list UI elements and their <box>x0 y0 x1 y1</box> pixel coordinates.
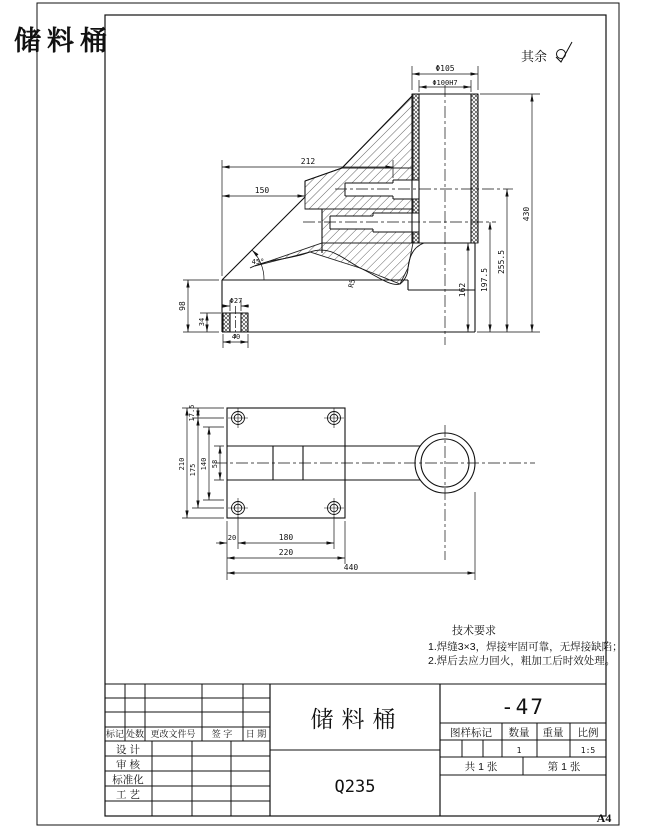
role-standard: 标准化 <box>112 774 144 786</box>
part-name: 储料桶 <box>310 706 404 732</box>
dim-r5: R5 <box>347 278 358 289</box>
sheet-total: 共 1 张 <box>464 761 498 773</box>
surface-note-label: 其余 <box>521 49 548 64</box>
dim-197-5: 197.5 <box>480 267 489 293</box>
role-design: 设 计 <box>116 744 140 756</box>
rev-header-doc: 更改文件号 <box>150 729 196 739</box>
tech-requirement-line-1: 1.焊缝3×3，焊接牢固可靠，无焊接缺陷； <box>428 641 623 653</box>
dim-180: 180 <box>278 533 294 542</box>
rev-header-count: 处数 <box>125 729 145 739</box>
drawing-number: -47 <box>501 695 545 719</box>
dim-phi100h7: Φ100H7 <box>432 79 458 87</box>
dim-430: 430 <box>522 206 531 222</box>
dim-20: 20 <box>227 534 237 542</box>
dim-212: 212 <box>300 157 316 166</box>
role-process: 工 艺 <box>116 789 140 801</box>
dim-40: 40 <box>231 333 241 341</box>
col-weight-header: 重量 <box>542 727 564 739</box>
dim-phi105: Φ105 <box>435 64 455 73</box>
sheet-number: 第 1 张 <box>547 761 581 773</box>
col-qty-header: 数量 <box>508 727 530 739</box>
dim-phi27: Φ27 <box>229 297 243 305</box>
dim-255-5: 255.5 <box>497 249 506 275</box>
dim-440: 440 <box>343 563 359 572</box>
dim-140: 140 <box>200 457 208 471</box>
tech-requirement-line-2: 2.焊后去应力回火，粗加工后时效处理。 <box>428 655 616 667</box>
dim-angle-45: 45° <box>251 258 265 266</box>
material: Q235 <box>334 777 376 797</box>
dim-17-5: 17.5 <box>188 404 196 422</box>
role-check: 审 核 <box>116 759 140 771</box>
dim-210: 210 <box>178 457 186 471</box>
dim-162: 162 <box>458 282 467 298</box>
col-mark-header: 图样标记 <box>450 727 492 739</box>
dim-98: 98 <box>178 301 187 311</box>
dim-150: 150 <box>254 186 270 195</box>
dim-220: 220 <box>278 548 294 557</box>
dim-58: 58 <box>211 459 219 469</box>
scale-value: 1:5 <box>580 746 596 755</box>
col-scale-header: 比例 <box>577 727 599 739</box>
tech-requirements-title: 技术要求 <box>452 625 496 637</box>
red-stamp-title: 储料桶 <box>14 26 113 56</box>
qty-value: 1 <box>516 746 522 755</box>
rev-header-mark: 标记 <box>105 729 125 739</box>
dim-175: 175 <box>189 463 197 477</box>
paper-size-label: A4 <box>596 811 612 825</box>
rev-header-sign: 签 字 <box>211 729 233 739</box>
dim-34: 34 <box>198 317 206 327</box>
rev-header-date: 日 期 <box>245 729 267 739</box>
